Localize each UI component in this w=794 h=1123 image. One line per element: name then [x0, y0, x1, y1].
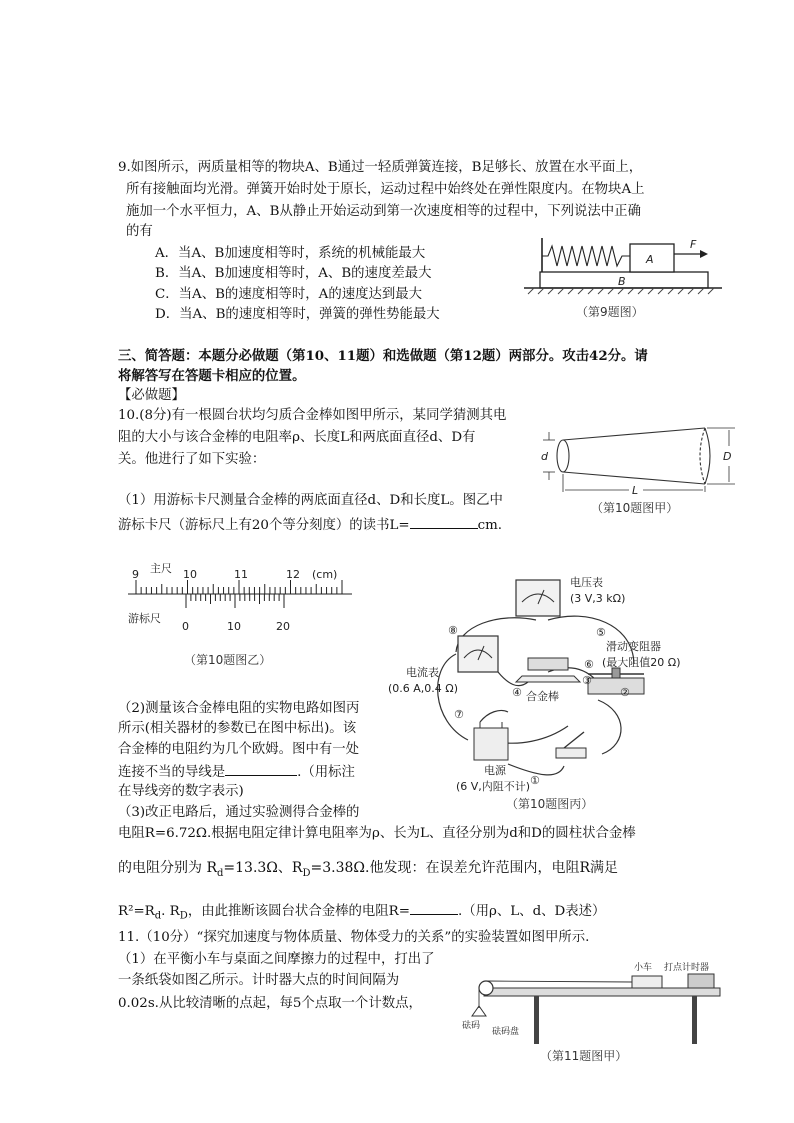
q11-table-legs — [534, 996, 697, 1044]
q11-timer — [688, 974, 714, 988]
q10-wire-8: ⑧ — [448, 624, 458, 637]
q10-figure-c — [388, 572, 688, 814]
q10-part2-text: 连接不当的导线是 — [118, 765, 226, 780]
q9-line-3: 施加一个水平恒力，A、B从静止开始运动到第一次速度相等的过程中，下列说法中正确 — [126, 204, 641, 219]
q10-figure-a-d: d — [541, 450, 548, 463]
q10-subscript-d-2: d — [154, 910, 162, 922]
q10-source-spec: (6 V,内阻不计) — [456, 780, 531, 793]
q10-voltmeter-spec: (3 V,3 kΩ) — [570, 592, 626, 605]
q10-part3-line-4 — [118, 900, 605, 927]
q10-voltmeter — [516, 580, 560, 616]
q9-figure — [518, 236, 724, 322]
q10-figure-c-caption: （第10题图丙） — [506, 797, 594, 811]
q9-option-b: B．当A、B加速度相等时，A、B的速度差最大 — [155, 266, 432, 281]
q9-line-1: 9.如图所示，两质量相等的物块A、B通过一轻质弹簧连接，B足够长、放置在水平面上， — [118, 160, 643, 175]
q10-wire-6: ⑥ — [584, 658, 594, 671]
q10-rheostat — [588, 668, 644, 694]
q9-label-a: A — [646, 253, 654, 266]
q10-figure-b — [126, 560, 356, 672]
q10-part2-line-5: 在导线旁的数字表示) — [118, 784, 244, 799]
q10-part2-text-post: .（用标注 — [297, 765, 355, 780]
q9-line-2: 所有接触面均光滑。弹簧开始时处于原长，运动过程中始终处在弹性限度内。在物块A上 — [126, 182, 645, 197]
q10-figure-b-caption: （第10题图乙） — [184, 653, 272, 667]
q10-figure-a-L: L — [632, 484, 639, 497]
q10-wire-3: ③ — [582, 674, 592, 687]
q10-line-1: 10.(8分)有一根圆台状均匀质合金棒如图甲所示，某同学猜测其电 — [118, 408, 507, 423]
q9-option-a: A．当A、B加速度相等时，系统的机械能最大 — [155, 246, 426, 261]
q11-cart-label: 小车 — [634, 963, 653, 973]
q11-line-3: 一条纸袋如图乙所示。计时器大点的时间间隔为 — [118, 973, 400, 988]
q10-wire-7: ⑦ — [454, 708, 464, 721]
q11-line-1: 11.（10分）“探究加速度与物体质量、物体受力的关系”的实验装置如图甲所示. — [118, 930, 590, 945]
q10-vernier-scale-label: 游标尺 — [128, 612, 161, 625]
q11-cart — [632, 976, 662, 988]
q10-cone — [557, 428, 710, 484]
q10-wire-2: ② — [620, 686, 630, 699]
q10-rheostat-spec: (最大阻值20 Ω) — [602, 656, 681, 669]
q10-part3-rd-label: 的电阻分别为 R — [118, 860, 217, 876]
q10-figure-a — [535, 410, 745, 520]
q11-line-2: （1）在平衡小车与桌面之间摩擦力的过程中，打出了 — [118, 952, 435, 967]
q11-figure-caption: （第11题图甲） — [540, 1049, 628, 1063]
q10-figure-a-D: D — [723, 450, 732, 463]
q10-line-3: 关。他进行了如下实验： — [118, 452, 266, 467]
q10-subscript-d: d — [217, 867, 224, 879]
q10-wire-blank[interactable] — [225, 761, 297, 776]
q9-line-4: 的有 — [126, 224, 153, 239]
q10-part3-line-3 — [118, 858, 618, 884]
q11-timer-label: 打点计时器 — [664, 963, 710, 973]
q10-main-tick-12: 12 — [286, 568, 300, 581]
q9-force-arrowhead — [700, 250, 708, 258]
q9-option-d: D．当A、B的速度相等时，弹簧的弹性势能最大 — [155, 307, 440, 322]
q10-part3-rd-value: =13.3Ω、R — [223, 860, 303, 876]
q10-main-tick-11: 11 — [234, 568, 248, 581]
q10-power-source — [474, 722, 508, 760]
q10-main-scale-label: 主尺 — [150, 562, 172, 575]
q11-weight-label: 砝码 — [462, 1021, 481, 1031]
q10-part1-unit: cm. — [477, 518, 503, 533]
q10-line-2: 阻的大小与该合金棒的电阻率ρ、长度L和两底面直径d、D有 — [118, 430, 476, 445]
q10-wire-5: ⑤ — [596, 626, 606, 639]
q9-option-c: C．当A、B的速度相等时，A的速度达到最大 — [155, 287, 423, 302]
q10-part3-line-1: （3)改正电路后，通过实验测得合金棒的 — [118, 805, 360, 820]
q11-figure — [462, 958, 730, 1070]
q10-part3-formula-mid: . R — [161, 904, 180, 919]
q10-alloy-rod — [516, 658, 580, 682]
q10-part3-tail: .（用ρ、L、d、D表述） — [457, 904, 606, 919]
q10-part1-line-1: （1）用游标卡尺测量合金棒的两底面直径d、D和长度L。图乙中 — [118, 493, 503, 508]
q10-vernier-tick-20: 20 — [276, 620, 290, 633]
required-section-label: 【必做题】 — [118, 388, 185, 403]
q10-part1-line-2 — [118, 514, 502, 536]
q10-part3-inference: ，由此推断该圆台状合金棒的电阻R= — [187, 904, 410, 919]
q11-pulley — [479, 981, 493, 995]
q10-source-label: 电源 — [484, 764, 506, 777]
q10-part2-line-4 — [118, 761, 355, 783]
q10-vernier-tick-10: 10 — [227, 620, 241, 633]
q9-label-b: B — [618, 275, 626, 288]
q10-wire-4: ④ — [512, 686, 522, 699]
q9-figure-caption: （第9题图） — [576, 305, 644, 319]
q11-line-4: 0.02s.从比较清晰的点起，每5个点取一个计数点， — [118, 996, 422, 1011]
q10-part2-line-2: 所示(相关器材的参数已在图中标出)。该 — [118, 721, 357, 736]
q9-ground — [524, 288, 722, 294]
q11-tray-label: 砝码盘 — [492, 1027, 520, 1037]
q10-subscript-D: D — [302, 867, 311, 879]
section3-heading-line-2: 将解答写在答题卡相应的位置。 — [118, 368, 306, 384]
q10-alloy-label: 合金棒 — [526, 690, 559, 703]
q10-voltmeter-label: 电压表 — [570, 576, 603, 589]
q10-part3-line-2: 电阻R=6.72Ω.根据电阻定律计算电阻率为ρ、长为L、直径分别为d和D的圆柱状合金棒 — [118, 826, 636, 841]
q10-subscript-D-2: D — [179, 910, 188, 922]
q11-table-top — [484, 988, 720, 996]
q10-part3-formula: R²=R — [118, 904, 155, 919]
q10-main-scale-ticks — [136, 580, 342, 594]
q10-vernier-tick-0: 0 — [182, 620, 189, 633]
q10-ammeter-spec: (0.6 A,0.4 Ω) — [388, 682, 458, 695]
q10-part2-line-3: 合金棒的电阻约为几个欧姆。图中有一处 — [118, 742, 360, 757]
q10-part2-line-1: （2)测量该合金棒电阻的实物电路如图丙 — [118, 701, 360, 716]
q10-main-tick-9: 9 — [132, 568, 139, 581]
section3-heading-line-1: 三、简答题：本题分必做题（第10、11题）和选做题（第12题）两部分。攻击42分。请 — [118, 348, 648, 364]
q10-vernier-scale-ticks — [186, 594, 284, 608]
q10-main-tick-10: 10 — [183, 568, 197, 581]
q11-string — [486, 981, 632, 982]
q9-label-f: F — [690, 238, 697, 251]
q10-switch — [556, 732, 586, 758]
q10-main-scale-unit: (cm) — [312, 568, 338, 581]
q10-part3-rD-value: =3.38Ω.他发现：在误差允许范围内，电阻R满足 — [310, 860, 618, 876]
q10-rheostat-label: 滑动变阻器 — [606, 640, 661, 653]
q9-spring — [542, 246, 630, 266]
q10-wire-1: ① — [530, 774, 540, 787]
q10-part1-text: 游标卡尺（游标尺上有20个等分刻度）的读书L= — [118, 518, 410, 533]
q10-resistance-blank[interactable] — [410, 900, 458, 915]
q10-ammeter-label: 电流表 — [406, 666, 439, 679]
q10-reading-blank[interactable] — [410, 514, 478, 529]
q10-ammeter — [458, 636, 498, 672]
q10-figure-a-caption: （第10题图甲） — [591, 501, 679, 515]
